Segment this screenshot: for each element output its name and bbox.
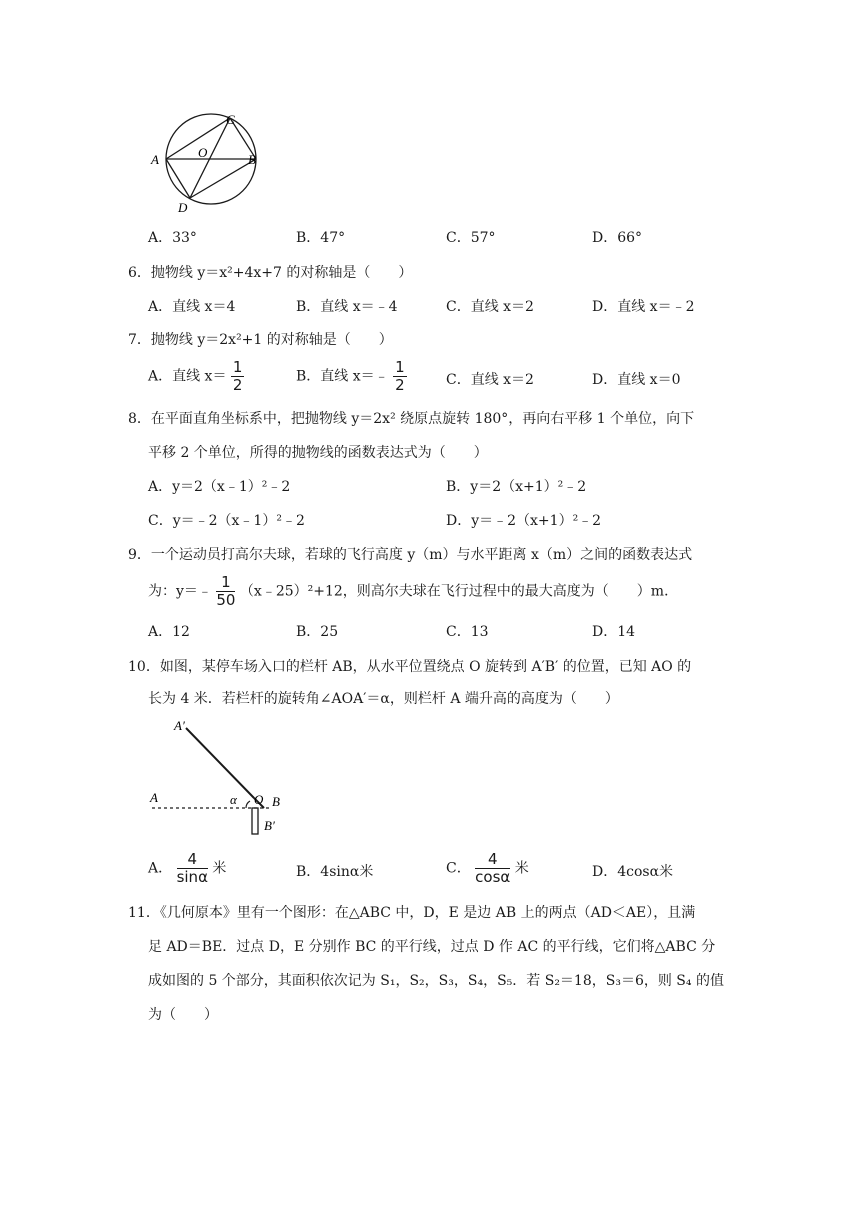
- q11-line1: 11．《几何原本》里有一个图形：在△ABC 中，D，E 是边 AB 上的两点（AD＜AE），且满: [128, 905, 696, 921]
- q6-option-b: B．直线 x＝﹣4: [296, 299, 398, 315]
- q10-stem-line2: 长为 4 米．若栏杆的旋转角∠AOA′＝α，则栏杆 A 端升高的高度为（ ）: [148, 691, 619, 707]
- q9-option-d: D．14: [592, 624, 636, 640]
- q9-option-b: B．25: [296, 624, 339, 640]
- label-alpha: α: [230, 792, 237, 807]
- fraction-half: $\frac{1}{2}$: [232, 358, 243, 394]
- label-b: B: [272, 794, 280, 809]
- q5-option-c: C．57°: [446, 230, 496, 246]
- q6-option-d: D．直线 x＝﹣2: [592, 299, 695, 315]
- q8-option-c: C．y＝﹣2（x﹣1）²﹣2: [148, 513, 305, 529]
- q9-option-c: C．13: [446, 624, 489, 640]
- q6-option-c: C．直线 x＝2: [446, 299, 534, 315]
- q7-option-c: C．直线 x＝2: [446, 372, 534, 388]
- label-a: A: [151, 152, 159, 167]
- q10-option-d: D．4cosα米: [592, 864, 674, 880]
- fraction-one-fiftieth: $\frac{1}{50}$: [216, 573, 236, 609]
- q9-option-a: A．12: [148, 624, 190, 640]
- q7-option-d: D．直线 x＝0: [592, 372, 681, 388]
- q8-stem-line2: 平移 2 个单位，所得的抛物线的函数表达式为（ ）: [148, 445, 488, 461]
- label-a-prime: A′: [174, 718, 185, 733]
- fraction-half: $\frac{1}{2}$: [395, 358, 405, 394]
- q7-option-a-text: A．直线 x＝: [148, 368, 227, 385]
- q8-option-b: B．y＝2（x+1）²﹣2: [446, 479, 587, 495]
- fraction-4-over-cos: $\frac{4}{\cos\alpha}$: [475, 850, 511, 886]
- q10-option-b: B．4sinα米: [296, 864, 374, 880]
- label-d: D: [178, 200, 188, 214]
- q11-line4: 为（ ）: [148, 1007, 218, 1023]
- q7-option-a: [148, 360, 244, 393]
- q7-option-b-text: B．直线 x＝﹣: [296, 368, 389, 385]
- q8-option-d: D．y＝﹣2（x+1）²﹣2: [446, 513, 602, 529]
- label-a: A: [150, 790, 158, 805]
- q11-line3: 成如图的 5 个部分，其面积依次记为 S₁，S₂，S₃，S₄，S₅．若 S₂＝18，S₃＝6，则 S₄ 的值: [148, 973, 724, 989]
- label-o: O: [198, 145, 208, 160]
- q7-option-b: [296, 360, 407, 393]
- label-b: B: [248, 152, 256, 167]
- fraction-4-over-sin: $\frac{4}{\sin\alpha}$: [176, 850, 208, 886]
- circle-figure: [148, 110, 264, 214]
- q7-stem: 7．抛物线 y＝2x²+1 的对称轴是（ ）: [128, 332, 393, 348]
- q9-stem-line2: 为：y＝﹣ $\frac{1}{50}$ （x﹣25）²+12，则高尔夫球在飞行过程中的最大高度为（ ）m．: [148, 573, 679, 609]
- q11-line2: 足 AD＝BE．过点 D，E 分别作 BC 的平行线，过点 D 作 AC 的平行线，它们将△ABC 分: [148, 939, 716, 955]
- q8-option-a: A．y＝2（x﹣1）²﹣2: [148, 479, 291, 495]
- q10-option-c: C． $\frac{4}{\cos\alpha}$ 米: [446, 850, 529, 886]
- q10-option-a: A． $\frac{4}{\sin\alpha}$ 米: [148, 850, 227, 886]
- barrier-gate-figure: [146, 718, 288, 840]
- q6-option-a: A．直线 x＝4: [148, 299, 236, 315]
- q8-stem-line1: 8．在平面直角坐标系中，把抛物线 y＝2x² 绕原点旋转 180°，再向右平移 1 个单位，向下: [128, 411, 695, 427]
- q10-stem-line1: 10．如图，某停车场入口的栏杆 AB，从水平位置绕点 O 旋转到 A′B′ 的位置，已知 AO 的: [128, 659, 692, 675]
- q5-option-b: B．47°: [296, 230, 346, 246]
- q5-option-d: D．66°: [592, 230, 643, 246]
- label-c: C: [226, 112, 235, 127]
- q6-stem: 6．抛物线 y＝x²+4x+7 的对称轴是（ ）: [128, 265, 413, 281]
- q5-option-a: A．33°: [148, 230, 197, 246]
- q9-stem-line1: 9．一个运动员打高尔夫球，若球的飞行高度 y（m）与水平距离 x（m）之间的函数表达式: [128, 547, 693, 563]
- label-b-prime: B′: [264, 818, 275, 833]
- label-o: O: [254, 792, 264, 807]
